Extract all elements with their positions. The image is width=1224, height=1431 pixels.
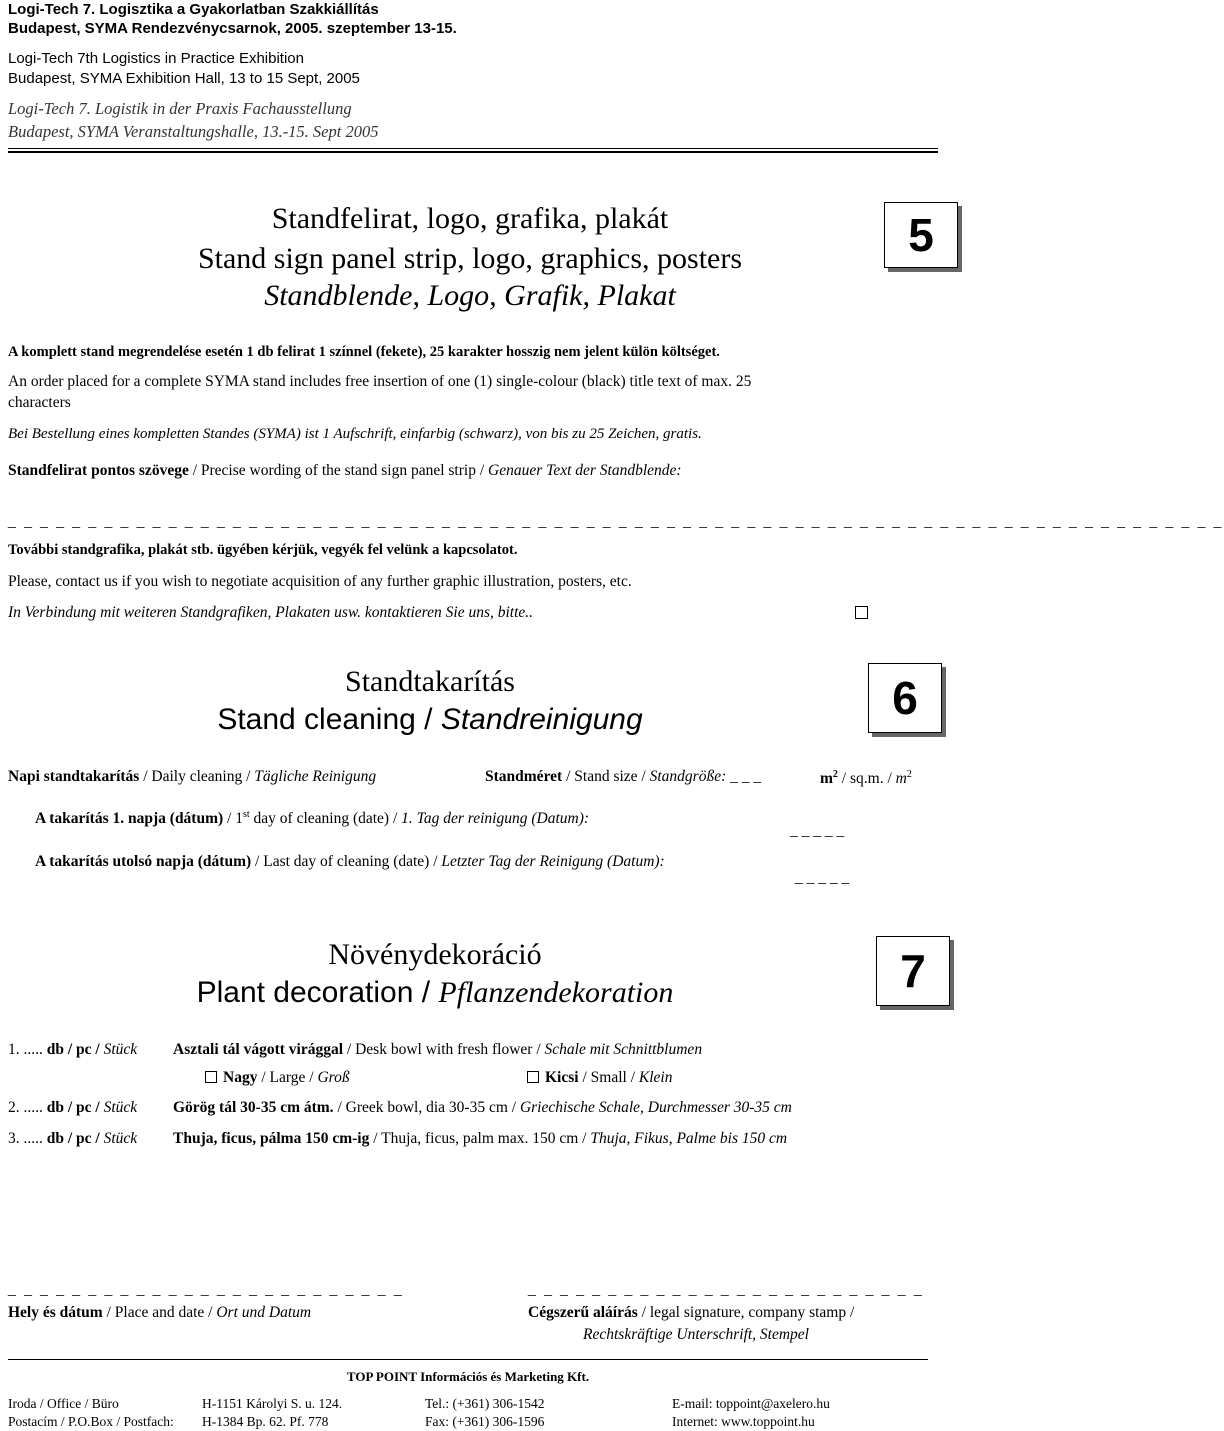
daily-en: / Daily cleaning / [139, 768, 255, 785]
checkbox-icon [855, 606, 868, 619]
footer-rule [8, 1359, 928, 1360]
section7-title-de: Pflanzendekoration [438, 976, 674, 1009]
section5-number-box [884, 202, 958, 268]
section7-title-en: Plant decoration / [196, 976, 439, 1009]
header-en-line2: Budapest, SYMA Exhibition Hall, 13 to 15 Sept, 2005 [8, 70, 360, 87]
plant-item-1-desc [173, 1040, 702, 1060]
place-date-label [8, 1303, 311, 1323]
wording-input-line[interactable]: _ _ _ _ _ _ _ _ _ _ _ _ _ _ _ _ _ _ _ _ _ _ _ _ _ _ _ _ _ _ _ _ _ _ _ _ _ _ _ _ _ _ _ _ _ _ _ _ _ _ _ _ _ _ _ _ _ _ _ _ _ _ _ _ _ _ _ _ _ _ _ _ _ _ _ _ [8, 512, 1224, 528]
place-date-input[interactable]: _ _ _ _ _ _ _ _ _ _ _ _ _ _ _ _ _ _ _ _ _ _ _ _ _ [8, 1280, 404, 1296]
signature-input[interactable]: _ _ _ _ _ _ _ _ _ _ _ _ _ _ _ _ _ _ _ _ _ _ _ _ _ [528, 1280, 924, 1296]
item3-hu: Thuja, ficus, pálma 150 cm-ig [173, 1130, 370, 1147]
small-hu: Kicsi [545, 1069, 579, 1086]
first-en-a: / 1 [223, 810, 243, 828]
last-day-label [35, 852, 665, 872]
footer-post-address: H-1384 Bp. 62. Pf. 778 [202, 1414, 329, 1429]
large-en: / Large / [257, 1069, 318, 1086]
section7-number-box [876, 936, 950, 1006]
first-day-label [35, 805, 589, 829]
footer-post-label: Postacím / P.O.Box / Postfach: [8, 1414, 174, 1429]
unit-sqm: / sq.m. / [837, 770, 896, 788]
footer-fax: Fax: (+361) 306-1596 [425, 1414, 545, 1429]
header-de-line2: Budapest, SYMA Veranstaltungshalle, 13.-15. Sept 2005 [8, 122, 379, 141]
header-hu-line1: Logi-Tech 7. Logisztika a Gyakorlatban Szakkiállítás [8, 1, 379, 18]
place-hu: Hely és dátum [8, 1304, 103, 1321]
section7-title-hu: Növénydekoráció [328, 938, 542, 971]
section6-title-de: Standreinigung [440, 703, 643, 736]
stand-size-label [485, 767, 761, 787]
stand-size-input[interactable]: _ _ _ [730, 768, 762, 785]
section5-title-en: Stand sign panel strip, logo, graphics, posters [197, 242, 743, 275]
item1-de: Schale mit Schnittblumen [544, 1041, 703, 1058]
sign-en: / legal signature, company stamp / [637, 1304, 855, 1321]
first-hu: A takarítás 1. napja (dátum) [35, 810, 224, 828]
plant-item-3-desc [173, 1129, 787, 1149]
daily-hu: Napi standtakarítás [8, 768, 140, 785]
wording-hu: Standfelirat pontos szövege [8, 462, 189, 479]
unit-sup2: 2 [906, 769, 912, 780]
wording-de: Genauer Text der Standblende: [488, 462, 682, 479]
section6-title-en: Stand cleaning / [217, 703, 441, 736]
size-en: / Stand size / [562, 768, 650, 785]
wording-en: / Precise wording of the stand sign panel strip / [188, 462, 489, 479]
item2-qty[interactable]: 2. ..... [8, 1099, 43, 1116]
plant-item-1 [8, 1040, 137, 1060]
first-sup: st [242, 809, 250, 820]
more-graphics-checkbox[interactable] [855, 605, 874, 623]
header-de-line1: Logi-Tech 7. Logistik in der Praxis Fachausstellung [8, 99, 352, 118]
footer-company: TOP POINT Információs és Marketing Kft. [346, 1369, 590, 1384]
place-de: Ort und Datum [216, 1304, 312, 1321]
item1-hu: Asztali tál vágott virággal [173, 1041, 344, 1058]
last-day-input[interactable]: _ _ _ _ _ [795, 869, 850, 886]
last-de: Letzter Tag der Reinigung (Datum): [441, 853, 665, 870]
item2-hu: Görög tál 30-35 cm átm. [173, 1099, 334, 1116]
item1-qty[interactable]: 1. ..... [8, 1041, 43, 1058]
small-checkbox-icon [527, 1071, 539, 1083]
plant-item-2-desc [173, 1098, 792, 1118]
header-en-line1: Logi-Tech 7th Logistics in Practice Exhibition [8, 50, 304, 67]
item1-en: / Desk bowl with fresh flower / [343, 1041, 545, 1058]
section5-p1-en-b: characters [8, 394, 71, 411]
section6-number: 6 [892, 672, 918, 724]
stand-size-unit [820, 763, 912, 791]
item2-en: / Greek bowl, dia 30-35 cm / [333, 1099, 520, 1116]
section5-more-hu: További standgrafika, plakát stb. ügyében kérjük, vegyék fel velünk a kapcsolatot. [8, 542, 518, 558]
first-en-b: day of cleaning (date) / [249, 810, 402, 828]
unit-m: m [820, 770, 833, 788]
item3-de: Thuja, Fikus, Palme bis 150 cm [590, 1130, 788, 1147]
section5-p1-de: Bei Bestellung eines kompletten Standes (SYMA) ist 1 Aufschrift, einfarbig (schwarz), von bis zu 25 Zeichen, gratis. [8, 426, 702, 442]
large-checkbox-icon [205, 1071, 217, 1083]
daily-cleaning-label [8, 767, 376, 787]
size-de: Standgröße: [649, 768, 727, 785]
place-en: / Place and date / [102, 1304, 217, 1321]
large-option[interactable] [205, 1068, 350, 1088]
signature-label-de: Rechtskräftige Unterschrift, Stempel [583, 1326, 809, 1343]
section5-p1-en-a: An order placed for a complete SYMA stand includes free insertion of one (1) single-colour (black) title text of max. 25 [8, 373, 752, 390]
item1-unit-de: Stück [103, 1041, 138, 1058]
item3-unit: db / pc / [42, 1130, 104, 1147]
large-de: Groß [317, 1069, 350, 1086]
large-hu: Nagy [223, 1069, 258, 1086]
header-hu-line2: Budapest, SYMA Rendezvénycsarnok, 2005. szeptember 13-15. [8, 20, 457, 37]
unit-m-de: m [895, 770, 907, 788]
footer-web[interactable]: Internet: www.toppoint.hu [672, 1414, 815, 1429]
section5-number: 5 [908, 209, 934, 261]
item2-unit-de: Stück [103, 1099, 138, 1116]
section7-number: 7 [900, 945, 926, 997]
header-rule-thin [8, 148, 938, 149]
footer-office-label: Iroda / Office / Büro [8, 1396, 119, 1411]
first-day-input[interactable]: _ _ _ _ _ [790, 822, 845, 839]
item3-en: / Thuja, ficus, palm max. 150 cm / [369, 1130, 591, 1147]
section6-title [130, 701, 730, 739]
small-en: / Small / [578, 1069, 639, 1086]
footer-email[interactable]: E-mail: toppoint@axelero.hu [672, 1396, 830, 1411]
section5-more-en: Please, contact us if you wish to negotiate acquisition of any further graphic illustration, posters, etc. [8, 573, 632, 590]
section5-p1-hu: A komplett stand megrendelése esetén 1 db felirat 1 színnel (fekete), 25 karakter hosszig nem jelent külön költséget. [8, 344, 720, 360]
section5-more-de: In Verbindung mit weiteren Standgrafiken, Plakaten usw. kontaktieren Sie uns, bitte.. [8, 604, 534, 621]
header-rule-thick [8, 151, 938, 153]
section5-wording-label [8, 461, 682, 481]
item3-unit-de: Stück [103, 1130, 138, 1147]
section5-title-de: Standblende, Logo, Grafik, Plakat [264, 279, 676, 312]
size-hu: Standméret [485, 768, 563, 785]
footer-tel: Tel.: (+361) 306-1542 [425, 1396, 545, 1411]
plant-item-2 [8, 1098, 137, 1118]
signature-label [528, 1303, 854, 1323]
item1-unit: db / pc / [42, 1041, 104, 1058]
item2-de: Griechische Schale, Durchmesser 30-35 cm [519, 1099, 792, 1116]
last-hu: A takarítás utolsó napja (dátum) [35, 853, 252, 870]
item2-unit: db / pc / [42, 1099, 104, 1116]
small-option[interactable] [527, 1068, 672, 1088]
footer-office-address: H-1151 Károlyi S. u. 124. [202, 1396, 343, 1411]
unit-sup: 2 [832, 769, 838, 780]
daily-de: Tägliche Reinigung [254, 768, 377, 785]
first-de: 1. Tag der reinigung (Datum): [401, 810, 590, 828]
section6-number-box [868, 663, 942, 733]
section7-title [130, 974, 740, 1012]
plant-item-3 [8, 1129, 137, 1149]
section6-title-hu: Standtakarítás [345, 665, 515, 698]
section5-title-hu: Standfelirat, logo, grafika, plakát [271, 202, 669, 235]
item3-qty[interactable]: 3. ..... [8, 1130, 43, 1147]
last-en: / Last day of cleaning (date) / [251, 853, 442, 870]
small-de: Klein [638, 1069, 673, 1086]
sign-hu: Cégszerű aláírás [528, 1304, 638, 1321]
